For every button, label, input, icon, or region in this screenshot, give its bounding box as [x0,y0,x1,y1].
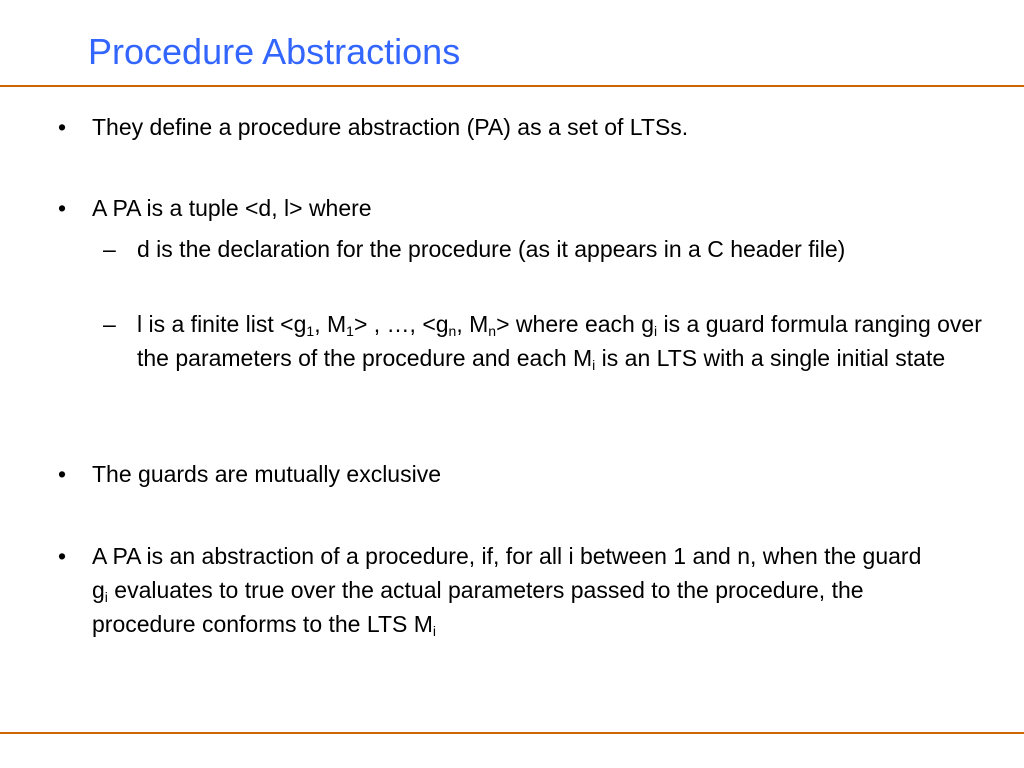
subscript: n [448,323,457,339]
text-run: > where each g [496,311,655,337]
slide-title: Procedure Abstractions [88,31,461,72]
text-run: , M [456,311,489,337]
subscript: i [654,323,658,339]
subscript: i [592,357,596,373]
subscript: n [488,323,497,339]
title-divider [0,85,1024,87]
subscript: i [104,589,108,605]
bullet-marker: • [58,543,67,569]
subscript: 1 [306,323,315,339]
bullet-text-3: The guards are mutually exclusive [92,461,441,487]
text-run: is a guard formula ranging over the parameters of the procedure and each M [137,311,982,371]
subscript: 1 [346,323,354,339]
subscript: i [432,623,437,639]
bullet-text-1: They define a procedure abstraction (PA) as a set of LTSs. [92,114,689,140]
bullet-text-2: A PA is a tuple <d, l> where [92,195,372,221]
footer-divider [0,732,1024,734]
sub-bullet-marker: – [103,236,116,262]
bullet-marker: • [58,461,67,487]
sub-bullet-text-2 [137,307,982,375]
text-run: A PA is an abstraction of a procedure, if, for all i between 1 and n, when the guard g [92,543,922,603]
text-run: , M [314,311,347,337]
text-run: is an LTS with a single initial state [595,345,946,371]
sub-bullet-text-1: d is the declaration for the procedure (as it appears in a C header file) [137,236,846,262]
text-run: > , …, <g [353,311,449,337]
text-run: l is a finite list <g [137,311,307,337]
bullet-text-4 [92,539,942,641]
bullet-marker: • [58,195,67,221]
sub-bullet-marker: – [103,311,116,337]
text-run: evaluates to true over the actual parameters passed to the procedure, the procedure conforms to the LTS M [92,577,864,637]
bullet-marker: • [58,114,67,140]
